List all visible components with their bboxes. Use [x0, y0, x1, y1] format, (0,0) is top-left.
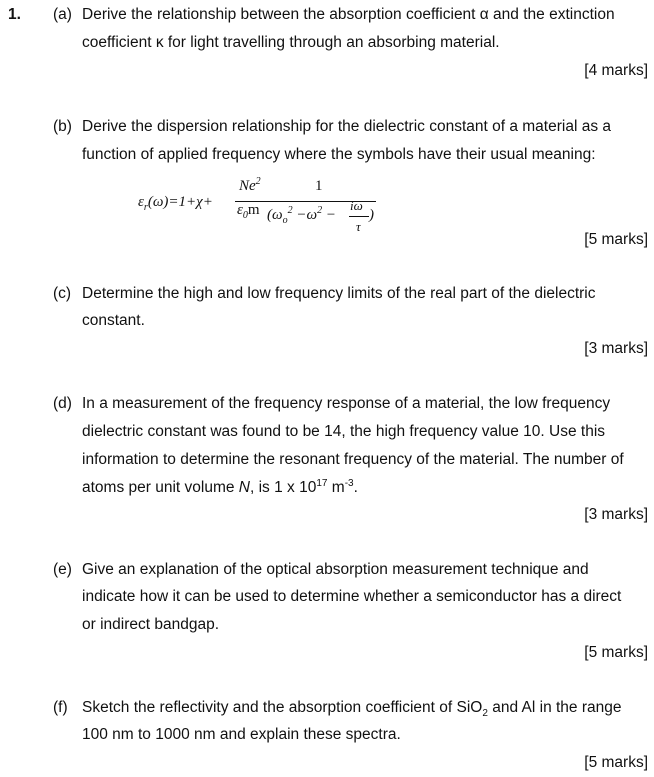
- eq-epsilon-sub: r: [143, 202, 148, 213]
- part-c-label: (c): [53, 285, 72, 302]
- eq-den2-close: ): [369, 207, 374, 223]
- part-b-marks: [5 marks]: [584, 231, 648, 248]
- part-c-line-1: Determine the high and low frequency limits of the real part of the dielectric: [82, 285, 596, 302]
- part-e-line-3: or indirect bandgap.: [82, 616, 220, 633]
- part-a-label: (a): [53, 6, 72, 23]
- part-a-marks: [4 marks]: [584, 62, 648, 79]
- part-d-line-4-mid: , is 1 x 10: [250, 479, 317, 496]
- part-d-marks: [3 marks]: [584, 506, 648, 523]
- part-d-line-4-prefix: atoms per unit volume: [82, 479, 239, 496]
- part-c-marks: [3 marks]: [584, 340, 648, 357]
- part-d-line-4-end: .: [353, 479, 358, 496]
- eq-num1: Ne: [239, 178, 256, 194]
- part-f-line-1-suffix: and Al in the range: [487, 699, 622, 716]
- part-e-label: (e): [53, 561, 72, 578]
- eq-fraction-bar-3: [349, 216, 369, 217]
- part-d-line-4: [82, 479, 358, 497]
- part-d-line-1: In a measurement of the frequency response of a material, the low frequency: [82, 395, 611, 412]
- eq-den2-mid: −ω: [292, 207, 318, 223]
- eq-den2-o-exp: 2: [287, 205, 293, 216]
- part-d-line-2: dielectric constant was found to be 14, the high frequency value 10. Use this: [82, 423, 606, 440]
- part-a-line-2: coefficient κ for light travelling through an absorbing material.: [82, 34, 500, 51]
- eq-den1-m: m: [247, 202, 260, 218]
- part-e-line-1: Give an explanation of the optical absorption measurement technique and: [82, 561, 589, 578]
- part-b-line-1: Derive the dispersion relationship for the dielectric constant of a material as a: [82, 118, 611, 135]
- part-f-subscript: 2: [482, 708, 488, 720]
- part-d-symbol-n: N: [238, 479, 250, 496]
- eq-frac3-den: τ: [356, 219, 361, 234]
- eq-den2-open: (ω: [267, 207, 283, 223]
- eq-num1-exp: 2: [255, 176, 261, 187]
- eq-num2: 1: [315, 178, 323, 194]
- part-c-line-2: constant.: [82, 312, 145, 329]
- eq-den2-o-sub: o: [282, 215, 288, 226]
- part-a-line-1: Derive the relationship between the absorption coefficient α and the extinction: [82, 6, 615, 23]
- eq-den1-sub: 0: [242, 210, 248, 221]
- part-d-line-3: information to determine the resonant frequency of the material. The number of: [82, 451, 624, 468]
- part-e-marks: [5 marks]: [584, 644, 648, 661]
- part-d-unit: m: [327, 479, 345, 496]
- part-d-exponent: 17: [316, 477, 328, 489]
- part-b-label: (b): [53, 118, 72, 135]
- question-number: 1.: [8, 6, 21, 23]
- part-b-line-2: function of applied frequency where the symbols have their usual meaning:: [82, 146, 596, 163]
- part-d-label: (d): [53, 395, 72, 412]
- eq-frac3-num: iω: [350, 198, 363, 213]
- eq-lhs-arg: (ω)=1+χ+: [147, 194, 213, 210]
- part-f-line-1-prefix: Sketch the reflectivity and the absorption coefficient of SiO: [82, 699, 483, 716]
- part-f-label: (f): [53, 699, 68, 716]
- eq-epsilon: ε: [138, 194, 144, 210]
- eq-den2-mid-exp: 2: [317, 205, 323, 216]
- part-f-marks: [5 marks]: [584, 754, 648, 771]
- eq-den1: ε: [237, 202, 243, 218]
- part-f-line-1: [82, 699, 622, 720]
- part-e-line-2: indicate how it can be used to determine whether a semiconductor has a direct: [82, 588, 622, 605]
- part-d-unit-exponent: -3: [344, 477, 354, 489]
- eq-den2-minus: −: [322, 207, 336, 223]
- part-f-line-2: 100 nm to 1000 nm and explain these spectra.: [82, 726, 401, 743]
- dispersion-equation: [138, 174, 398, 244]
